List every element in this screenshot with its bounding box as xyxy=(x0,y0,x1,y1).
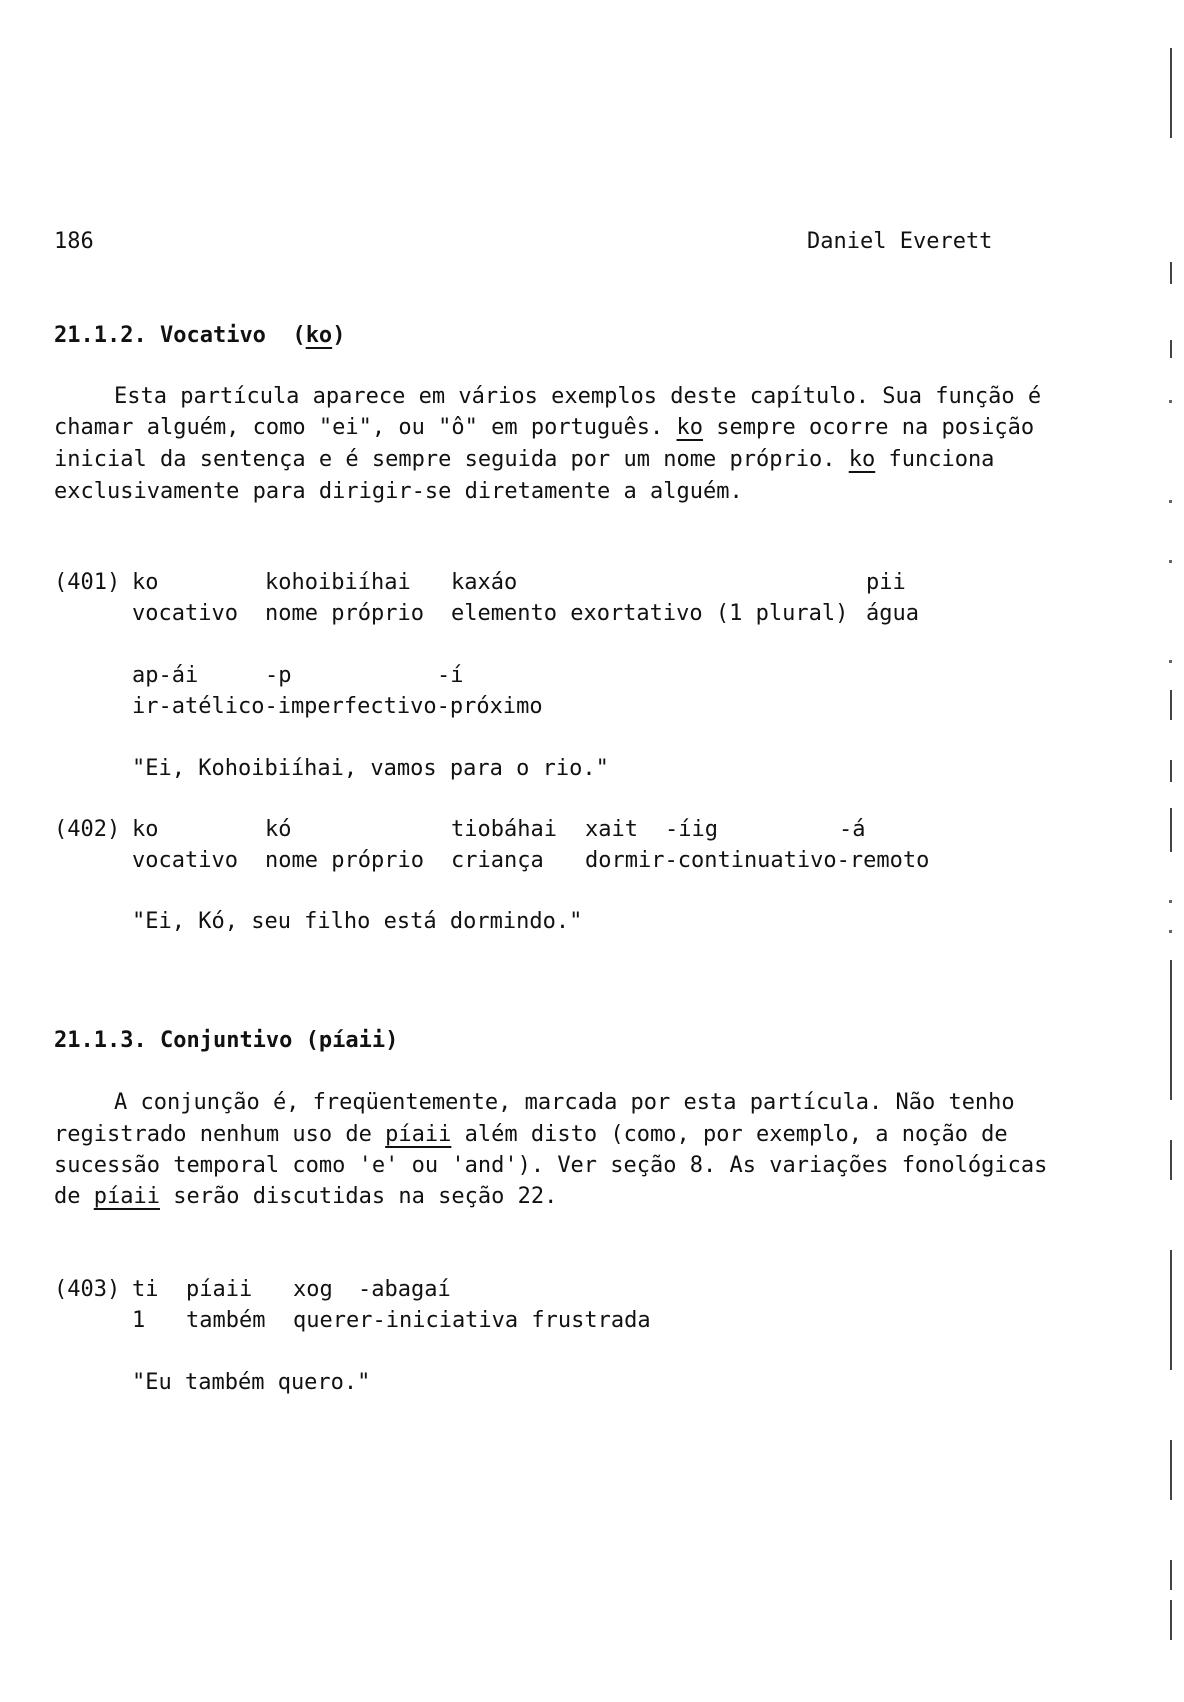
gloss-word: kó xyxy=(265,817,292,842)
line-text: sempre ocorre na posição xyxy=(716,415,1035,440)
particle-piaii: píaii xyxy=(385,1122,452,1147)
scan-edge-dot xyxy=(1169,900,1172,903)
scan-edge-line xyxy=(1170,690,1172,720)
gloss-translation: 1 xyxy=(132,1308,146,1333)
gloss-translation: nome próprio xyxy=(265,601,424,626)
gloss-translation: vocativo xyxy=(132,848,238,873)
gloss-word: -abagaí xyxy=(358,1277,451,1302)
scan-edge-dot xyxy=(1169,560,1172,563)
running-head-author: Daniel Everett xyxy=(807,229,993,254)
line-text: inicial da sentença e é sempre seguida por um nome próprio. xyxy=(54,447,836,472)
section-number: 21.1.3. xyxy=(54,1028,147,1053)
line-text: de xyxy=(54,1184,81,1209)
line-text: registrado nenhum uso de xyxy=(54,1122,372,1147)
scan-edge-dot xyxy=(1169,500,1172,503)
example-number: (402) xyxy=(54,817,121,842)
scan-edge-line xyxy=(1170,960,1172,1100)
gloss-translation: água xyxy=(866,601,919,626)
free-translation: "Ei, Kó, seu filho está dormindo." xyxy=(132,909,583,934)
gloss-word: ko xyxy=(132,817,159,842)
scan-edge-line xyxy=(1170,1560,1172,1590)
gloss-word: kohoibiíhai xyxy=(265,570,411,595)
section-number: 21.1.2. xyxy=(54,323,147,348)
line-text: além disto (como, por exemplo, a noção de xyxy=(464,1122,1008,1147)
gloss-translation: dormir-continuativo-remoto xyxy=(585,848,930,873)
section-title: Conjuntivo xyxy=(159,1028,293,1053)
gloss-translation: elemento exortativo (1 plural) xyxy=(451,601,849,626)
scan-edge-dot xyxy=(1169,400,1172,403)
section-heading-conjuntivo xyxy=(54,1027,398,1055)
scan-edge-line xyxy=(1170,1440,1172,1500)
gloss-word: -p xyxy=(265,663,292,688)
paragraph-line-3: sucessão temporal como 'e' ou 'and'). Ver seção 8. As variações fonológicas xyxy=(54,1153,1048,1178)
free-translation: "Ei, Kohoibiíhai, vamos para o rio." xyxy=(132,756,609,781)
gloss-translation: vocativo xyxy=(132,601,238,626)
gloss-word: xog xyxy=(293,1277,333,1302)
paragraph-line-1: A conjunção é, freqüentemente, marcada por esta partícula. Não tenho xyxy=(114,1090,1015,1115)
scan-edge-line xyxy=(1170,808,1172,852)
example-number: (401) xyxy=(54,570,121,595)
line-text: chamar alguém, como "ei", ou "ô" em português. xyxy=(54,415,664,440)
particle-ko: ko xyxy=(676,415,704,440)
gloss-word: píaii xyxy=(186,1277,253,1302)
paragraph-line-2 xyxy=(54,1121,1008,1149)
example-number: (403) xyxy=(54,1277,121,1302)
gloss-translation: criança xyxy=(451,848,544,873)
page-number: 186 xyxy=(54,229,94,254)
gloss-word: ko xyxy=(132,570,159,595)
line-text: funciona xyxy=(888,447,995,472)
section-heading-vocativo: 21.1.2. Vocativo (ko) xyxy=(54,323,346,348)
gloss-word: -í xyxy=(437,663,464,688)
gloss-word: ti xyxy=(132,1277,159,1302)
particle-ko: ko xyxy=(848,447,876,472)
free-translation: "Eu também quero." xyxy=(132,1370,371,1395)
gloss-word: -á xyxy=(839,817,866,842)
gloss-translation: ir-atélico-imperfectivo-próximo xyxy=(132,694,543,719)
section-particle: ko xyxy=(305,323,333,348)
gloss-word: -íig xyxy=(665,817,718,842)
scan-edge-line xyxy=(1170,340,1172,358)
scan-edge-line xyxy=(1170,1140,1172,1180)
particle-piaii: píaii xyxy=(93,1184,160,1209)
gloss-translation: nome próprio xyxy=(265,848,424,873)
scan-edge-line xyxy=(1170,262,1172,284)
paragraph-line-4 xyxy=(54,1183,557,1211)
gloss-word: tiobáhai xyxy=(451,817,557,842)
paragraph-line-4: exclusivamente para dirigir-se diretamente a alguém. xyxy=(54,479,743,504)
gloss-word: ap-ái xyxy=(132,663,199,688)
line-text: serão discutidas na seção 22. xyxy=(173,1184,558,1209)
gloss-translation: também xyxy=(186,1308,266,1333)
scan-edge-line xyxy=(1170,1600,1172,1640)
scan-edge-line xyxy=(1170,1250,1172,1370)
section-title: Vocativo xyxy=(159,323,266,348)
section-particle: (píaii) xyxy=(305,1028,399,1053)
paragraph-line-3 xyxy=(54,446,994,474)
gloss-translation: querer-iniciativa frustrada xyxy=(293,1308,651,1333)
gloss-word: pii xyxy=(866,570,906,595)
gloss-word: xait xyxy=(585,817,638,842)
gloss-word: kaxáo xyxy=(451,570,518,595)
scan-edge-dot xyxy=(1169,930,1172,933)
scan-edge-line xyxy=(1170,760,1172,782)
scan-edge-line xyxy=(1170,48,1172,138)
paragraph-line-1: Esta partícula aparece em vários exemplos deste capítulo. Sua função é xyxy=(114,384,1042,409)
scan-edge-dot xyxy=(1169,660,1172,663)
paragraph-line-2 xyxy=(54,414,1034,442)
